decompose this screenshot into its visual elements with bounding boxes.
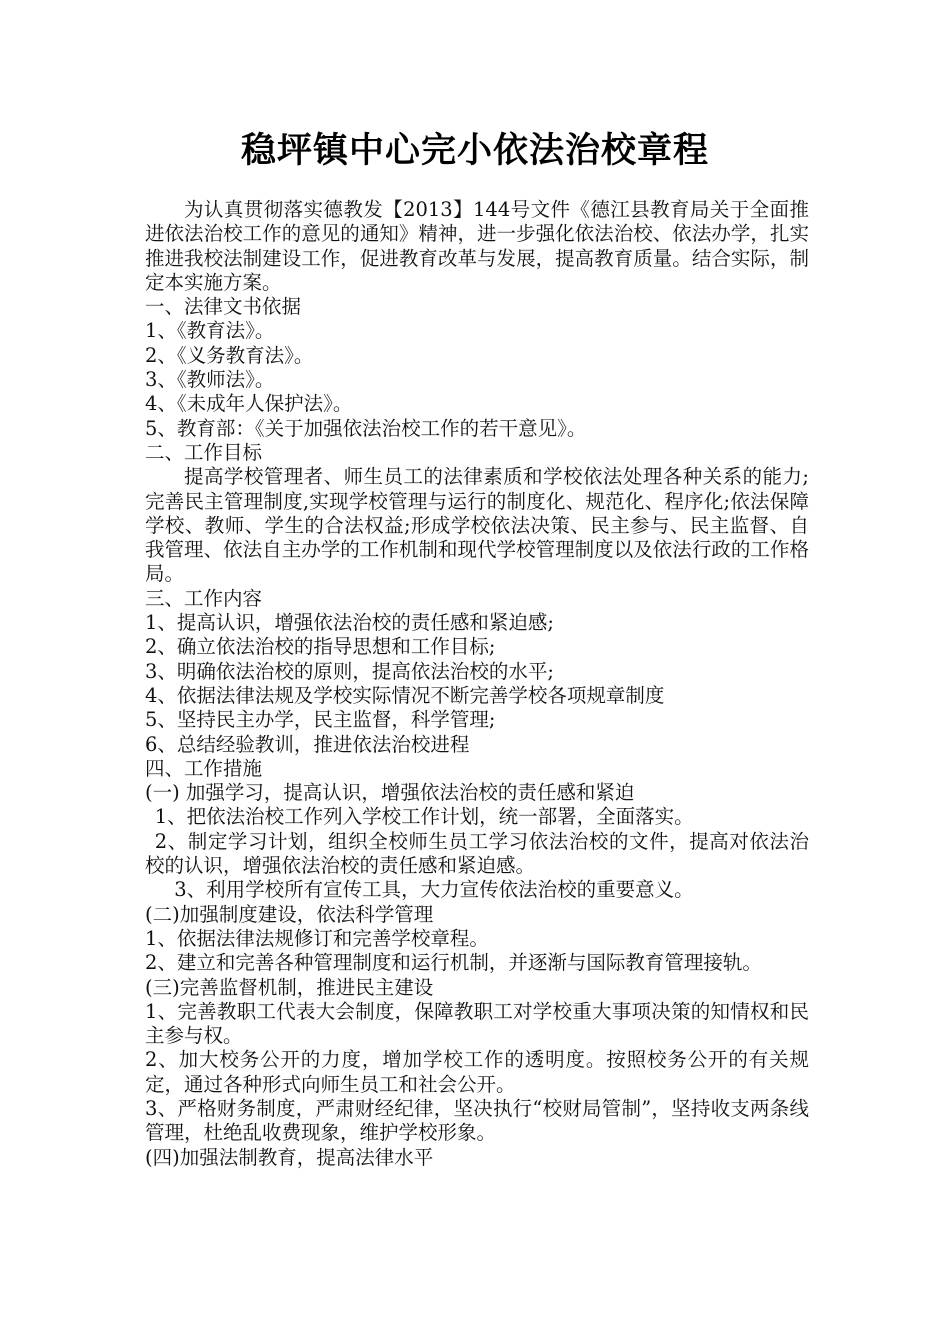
list-item: 3、利用学校所有宣传工具，大力宣传依法治校的重要意义。 bbox=[174, 878, 694, 902]
section-heading-1: 一、法律文书依据 bbox=[145, 295, 302, 319]
section-heading-3: 三、工作内容 bbox=[145, 586, 263, 610]
subsection-heading: (三)完善监督机制，推进民主建设 bbox=[145, 975, 434, 999]
list-item: 5、教育部：《关于加强依法治校工作的若干意见》。 bbox=[145, 416, 587, 440]
list-item: 2、加大校务公开的力度，增加学校工作的透明度。按照校务公开的有关规定，通过各种形式向师生员工和社会公开。 bbox=[145, 1048, 809, 1096]
section-heading-4: 四、工作措施 bbox=[145, 756, 263, 780]
list-item: 1、《教育法》。 bbox=[145, 319, 275, 343]
document-body bbox=[145, 198, 809, 1170]
list-item: 3、明确依法治校的原则，提高依法治校的水平; bbox=[145, 659, 554, 683]
list-item: 2、确立依法治校的指导思想和工作目标; bbox=[145, 635, 496, 659]
subsection-heading: (一) 加强学习，提高认识，增强依法治校的责任感和紧迫 bbox=[145, 781, 635, 805]
list-item: 2、制定学习计划，组织全校师生员工学习依法治校的文件，提高对依法治校的认识，增强依法治校的责任感和紧迫感。 bbox=[145, 829, 809, 878]
goals-paragraph: 提高学校管理者、师生员工的法律素质和学校依法处理各种关系的能力;完善民主管理制度,实现学校管理与运行的制度化、规范化、程序化;依法保障学校、教师、学生的合法权益;形成学校依法决策、民主参与、民主监督、自我管理、依法自主办学的工作机制和现代学校管理制度以及依法行政的工作格局。 bbox=[145, 465, 809, 586]
list-item: 1、把依法治校工作列入学校工作计划，统一部署，全面落实。 bbox=[154, 805, 694, 829]
document-title: 稳坪镇中心完小依法治校章程 bbox=[240, 131, 709, 171]
list-item: 1、依据法律法规修订和完善学校章程。 bbox=[145, 926, 489, 950]
subsection-heading: (二)加强制度建设，依法科学管理 bbox=[145, 902, 434, 926]
section-heading-2: 二、工作目标 bbox=[145, 440, 263, 464]
list-item: 1、提高认识，增强依法治校的责任感和紧迫感; bbox=[145, 611, 554, 635]
list-item: 6、总结经验教训，推进依法治校进程 bbox=[145, 732, 470, 756]
list-item: 2、《义务教育法》。 bbox=[145, 343, 314, 367]
list-item: 3、《教师法》。 bbox=[145, 368, 275, 392]
list-item: 5、坚持民主办学，民主监督，科学管理; bbox=[145, 708, 496, 732]
list-item: 4、《未成年人保护法》。 bbox=[145, 392, 353, 416]
list-item: 2、建立和完善各种管理制度和运行机制，并逐渐与国际教育管理接轨。 bbox=[145, 951, 762, 975]
subsection-heading: (四)加强法制教育，提高法律水平 bbox=[145, 1145, 434, 1169]
list-item: 4、依据法律法规及学校实际情况不断完善学校各项规章制度 bbox=[145, 683, 665, 707]
list-item: 3、严格财务制度，严肃财经纪律，坚决执行“校财局管制”，坚持收支两条线管理，杜绝乱收费现象，维护学校形象。 bbox=[145, 1096, 809, 1145]
intro-paragraph: 为认真贯彻落实德教发【2013】144号文件《德江县教育局关于全面推进依法治校工作的意见的通知》精神，进一步强化依法治校、依法办学，扎实推进我校法制建设工作，促进教育改革与发展，提高教育质量。结合实际，制定本实施方案。 bbox=[145, 198, 809, 294]
list-item: 1、完善教职工代表大会制度，保障教职工对学校重大事项决策的知情权和民主参与权。 bbox=[145, 999, 809, 1048]
